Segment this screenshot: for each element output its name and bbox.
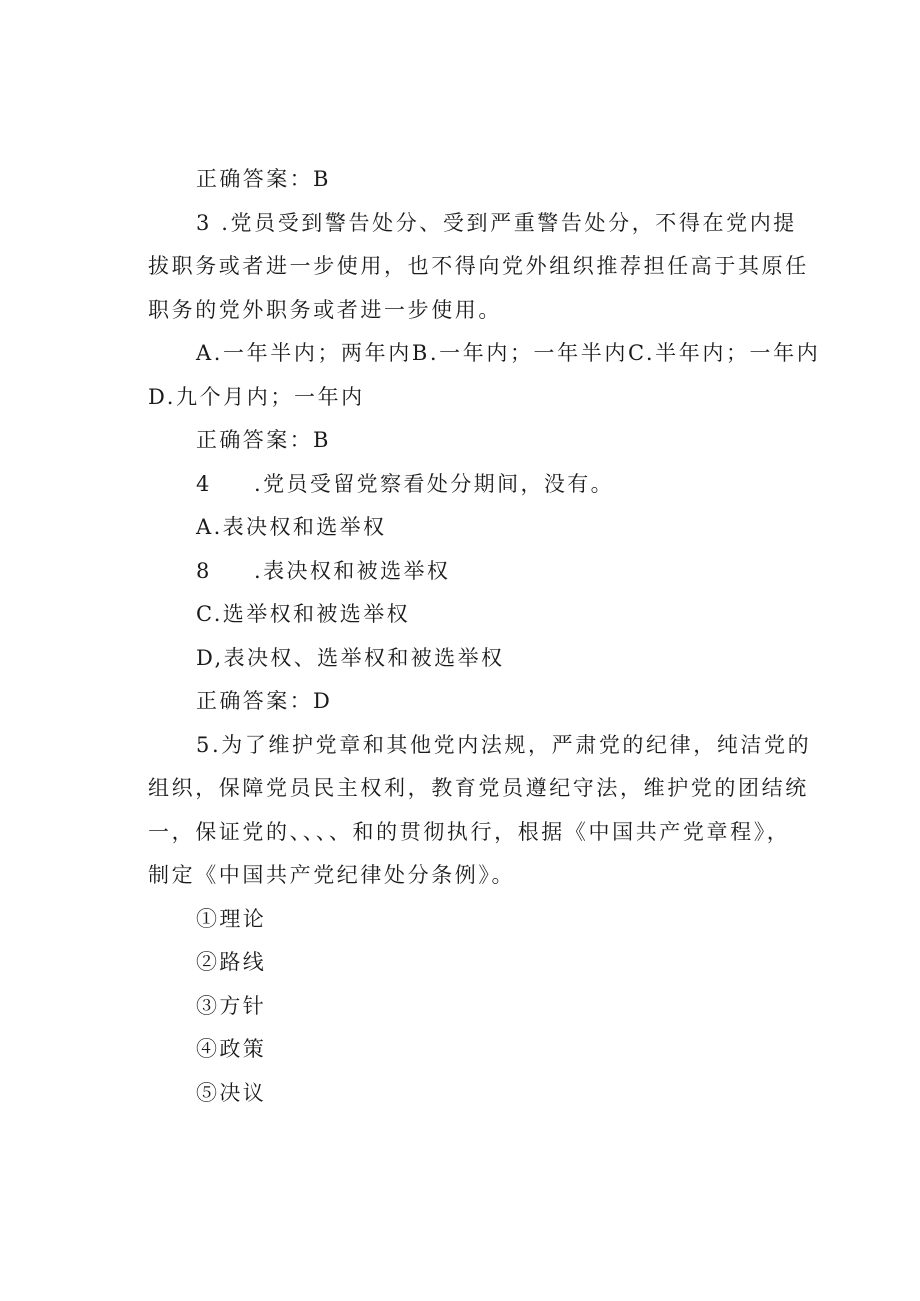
question-3-options <box>148 332 821 419</box>
question-3 <box>148 202 808 333</box>
item-guideline: ③方针 <box>196 993 267 1018</box>
item-line: ②路线 <box>196 950 267 974</box>
item-theory: ①理论 <box>196 906 267 931</box>
question-3-options-line-1: A.一年半内；两年内B.一年内；一年半内C.半年内；一年内 <box>196 341 821 365</box>
question-5-line-2: 组织，保障党员民主权利，教育党员遵纪守法，维护党的团结统 <box>148 776 809 800</box>
question-5 <box>148 724 812 898</box>
question-3-line-2: 拔职务或者进一步使用，也不得向党外组织推荐担任高于其原任 <box>148 254 809 278</box>
correct-answer: 正确答案：D <box>196 689 333 713</box>
item-policy: ④政策 <box>196 1037 267 1061</box>
correct-answer: 正确答案：B <box>196 167 331 191</box>
question-3-options-line-2: D.九个月内；一年内 <box>148 384 365 409</box>
question-5-line-3: 一，保证党的、、、、和的贯彻执行，根据《中国共产党章程》， <box>148 819 791 844</box>
question-4-number: 4 <box>196 471 212 496</box>
question-5-line-4: 制定《中国共产党纪律处分条例》。 <box>148 863 516 887</box>
option-d: D,表决权、选举权和被选举权 <box>196 645 505 670</box>
option-a: A.表决权和选举权 <box>196 515 387 539</box>
question-5-line-1: 5.为了维护党章和其他党内法规，严肃党的纪律，纯洁党的 <box>196 732 812 757</box>
correct-answer: 正确答案：B <box>196 428 331 452</box>
question-3-line-3: 职务的党外职务或者进一步使用。 <box>148 297 502 322</box>
option-b-number: 8 <box>196 558 212 583</box>
option-b-text: .表决权和被选举权 <box>254 558 451 583</box>
item-resolution: ⑤决议 <box>196 1080 267 1105</box>
question-3-line-1: 3 .党员受到警告处分、受到严重警告处分，不得在党内提 <box>196 210 797 235</box>
option-c: C.选举权和被选举权 <box>196 602 410 626</box>
document-content <box>148 158 821 1115</box>
question-4-text: .党员受留党察看处分期间，没有。 <box>254 471 615 496</box>
question-4 <box>148 463 808 507</box>
option-b <box>148 550 808 594</box>
